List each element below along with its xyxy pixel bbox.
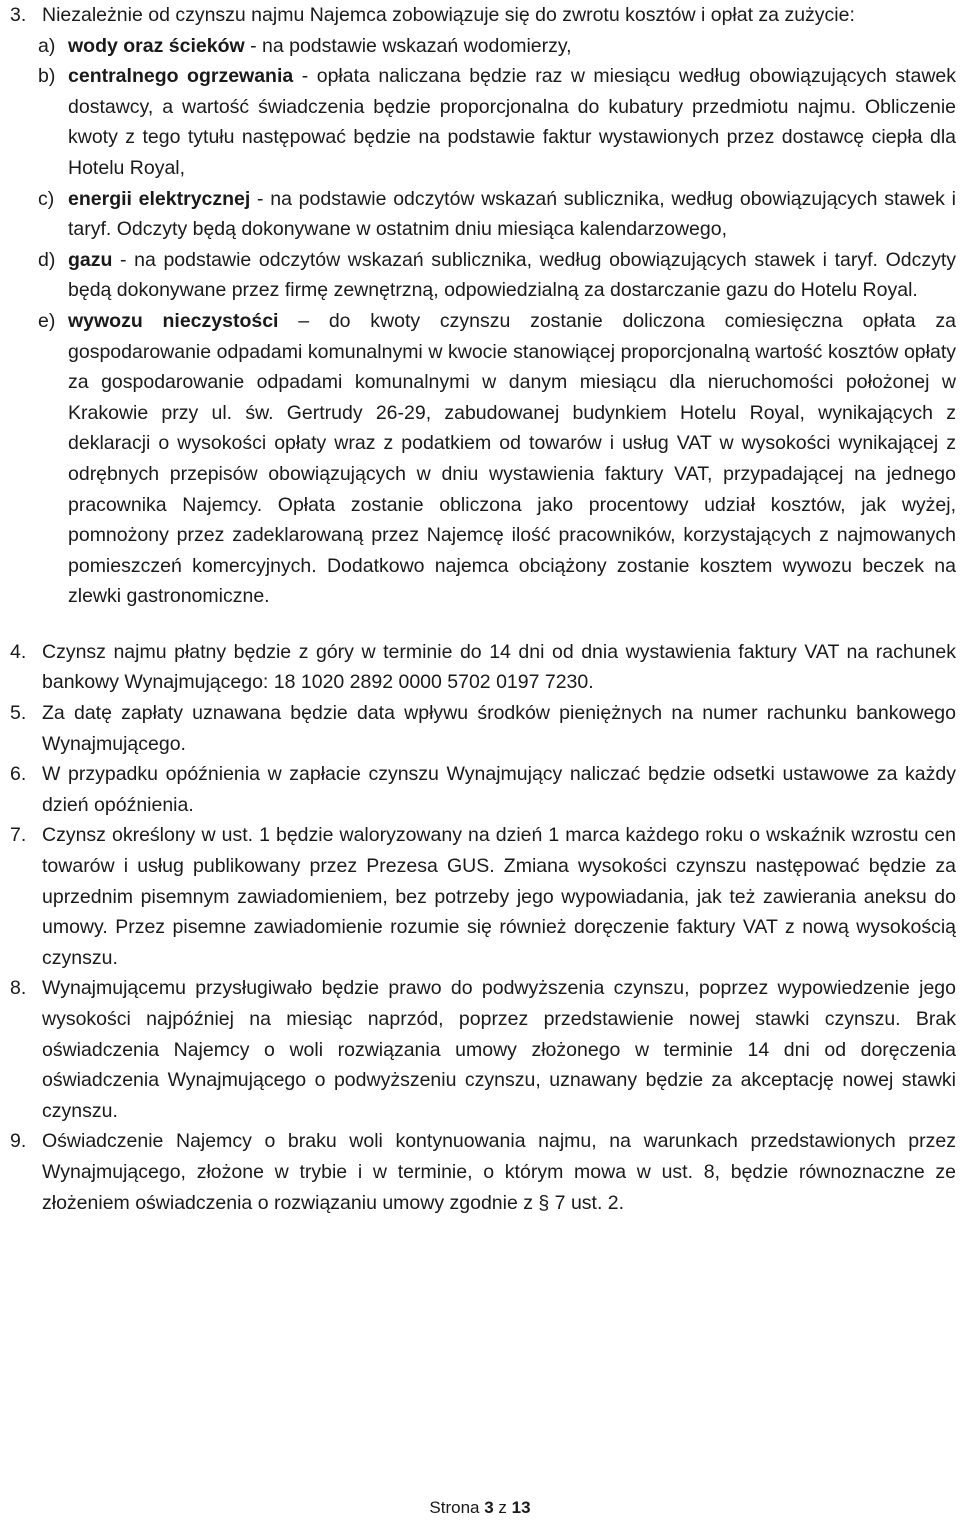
sub-item-e: [10, 306, 956, 612]
item-number: 4.: [10, 640, 27, 663]
list-item-8: [10, 973, 956, 1126]
footer-prefix: Strona: [429, 1498, 485, 1517]
document-content: [10, 0, 956, 1218]
sub-item-d: [10, 245, 956, 306]
list-item-9: [10, 1126, 956, 1218]
sub-item-text: - na podstawie wskazań wodomierzy,: [244, 34, 572, 57]
sub-item-label: c): [38, 187, 55, 210]
item-text: Wynajmującemu przysługiwało będzie prawo do podwyższenia czynszu, poprzez wypowiedzenie jego wysokości najpóźniej na miesiąc naprzód, poprzez przedstawienie nowej stawki czynszu. Brak oświadczenia Najemcy o woli rozwiązania umowy złożonego w terminie 14 dni od doręczenia oświadczenia Wynajmującego o podwyższeniu czynszu, uznawany będzie za akceptację nowej stawki czynszu.: [42, 977, 956, 1122]
list-item-7: [10, 820, 956, 973]
footer-total-pages: 13: [511, 1498, 531, 1517]
sub-item-bold: wywozu nieczystości: [68, 309, 279, 332]
item-text: Oświadczenie Najemcy o braku woli kontynuowania najmu, na warunkach przedstawionych przez Wynajmującego, złożone w trybie i w terminie, o którym mowa w ust. 8, będzie równoznaczne ze złożeniem oświadczenia o rozwiązaniu umowy zgodnie z § 7 ust. 2.: [42, 1130, 956, 1214]
item-number: 9.: [10, 1130, 27, 1153]
list-item-6: [10, 759, 956, 820]
item-text: Za datę zapłaty uznawana będzie data wpływu środków pieniężnych na numer rachunku bankowego Wynajmującego.: [42, 702, 956, 755]
sub-item-body: [68, 61, 956, 183]
sub-item-body: [68, 245, 956, 306]
item-number: 6.: [10, 763, 27, 786]
list-item-4: [10, 637, 956, 698]
sub-item-body: [68, 184, 956, 245]
item-number: 3.: [10, 4, 27, 26]
footer-current-page: 3: [484, 1498, 494, 1517]
sub-item-body: [68, 306, 956, 612]
sub-item-text: – do kwoty czynszu zostanie doliczona comiesięczna opłata za gospodarowanie odpadami komunalnymi w kwocie stanowiącej proporcjonalną wartość kosztów opłaty za gospodarowanie odpadami komunalnymi w danym miesiącu dla nieruchomości położonej w Krakowie przy ul. św. Gertrudy 26-29, zabudowanej budynkiem Hotelu Royal, wynikających z deklaracji o wysokości opłaty wraz z podatkiem od towarów i usług VAT w wysokości wynikającej z odrębnych przepisów obowiązujących w dniu wystawienia faktury VAT, przypadającej na jednego pracownika Najemcy. Opłata zostanie obliczona jako procentowy udział kosztów, jak wyżej, pomnożony przez zadeklarowaną przez Najemcę ilość pracowników, korzystających z najmowanych pomieszczeń komercyjnych. Dodatkowo najemca obciążony zostanie kosztem wywozu beczek na zlewki gastronomiczne.: [68, 309, 956, 608]
list-item-5: [10, 698, 956, 759]
sub-item-label: b): [38, 65, 56, 88]
sub-item-text: - na podstawie odczytów wskazań sublicznika, według obowiązujących stawek i taryf. Odczyty będą dokonywane przez firmę zewnętrzną, odpowiedzialną za dostarczanie gazu do Hotelu Royal.: [68, 248, 956, 302]
sub-item-label: e): [38, 309, 56, 332]
sub-item-b: [10, 61, 956, 183]
item-number: 5.: [10, 702, 27, 725]
item-text: Niezależnie od czynszu najmu Najemca zobowiązuje się do zwrotu kosztów i opłat za zużycie:: [42, 4, 855, 26]
item-number: 8.: [10, 977, 27, 1000]
item-text: Czynsz najmu płatny będzie z góry w terminie do 14 dni od dnia wystawienia faktury VAT na rachunek bankowy Wynajmującego: 18 1020 2892 0000 5702 0197 7230.: [42, 640, 956, 694]
item-text: Czynsz określony w ust. 1 będzie waloryzowany na dzień 1 marca każdego roku o wskaźnik wzrostu cen towarów i usług publikowany przez Prezesa GUS. Zmiana wysokości czynszu następować będzie za uprzednim pisemnym zawiadomieniem, bez potrzeby jego wypowiadania, jak też zawierania aneksu do umowy. Przez pisemne zawiadomienie rozumie się również doręczenie faktury VAT z nową wysokością czynszu.: [42, 824, 956, 969]
sub-item-body: [68, 31, 956, 62]
item-text: W przypadku opóźnienia w zapłacie czynszu Wynajmujący naliczać będzie odsetki ustawowe za każdy dzień opóźnienia.: [42, 763, 956, 816]
sub-item-bold: wody oraz ścieków: [68, 34, 245, 57]
sub-item-c: [10, 184, 956, 245]
page-footer: [0, 1497, 960, 1519]
sub-item-text: - na podstawie odczytów wskazań sublicznika, według obowiązujących stawek i taryf. Odczyty będą dokonywane w ostatnim dniu miesiąca kalendarzowego,: [68, 187, 956, 241]
sub-item-label: d): [38, 248, 56, 271]
sub-item-text: - opłata naliczana będzie raz w miesiącu według obowiązujących stawek dostawcy, a wartość świadczenia będzie proporcjonalna do kubatury przedmiotu najmu. Obliczenie kwoty z tego tytułu następować będzie na podstawie faktur wystawionych przez dostawcę ciepła dla Hotelu Royal,: [68, 65, 956, 179]
sub-item-bold: centralnego ogrzewania: [68, 65, 294, 88]
footer-separator: z: [493, 1498, 512, 1517]
sub-item-label: a): [38, 34, 56, 57]
sub-item-a: [10, 31, 956, 62]
sub-item-bold: gazu: [68, 248, 113, 271]
item-number: 7.: [10, 824, 27, 847]
sub-item-bold: energii elektrycznej: [68, 187, 251, 210]
list-item-3: [10, 0, 956, 31]
